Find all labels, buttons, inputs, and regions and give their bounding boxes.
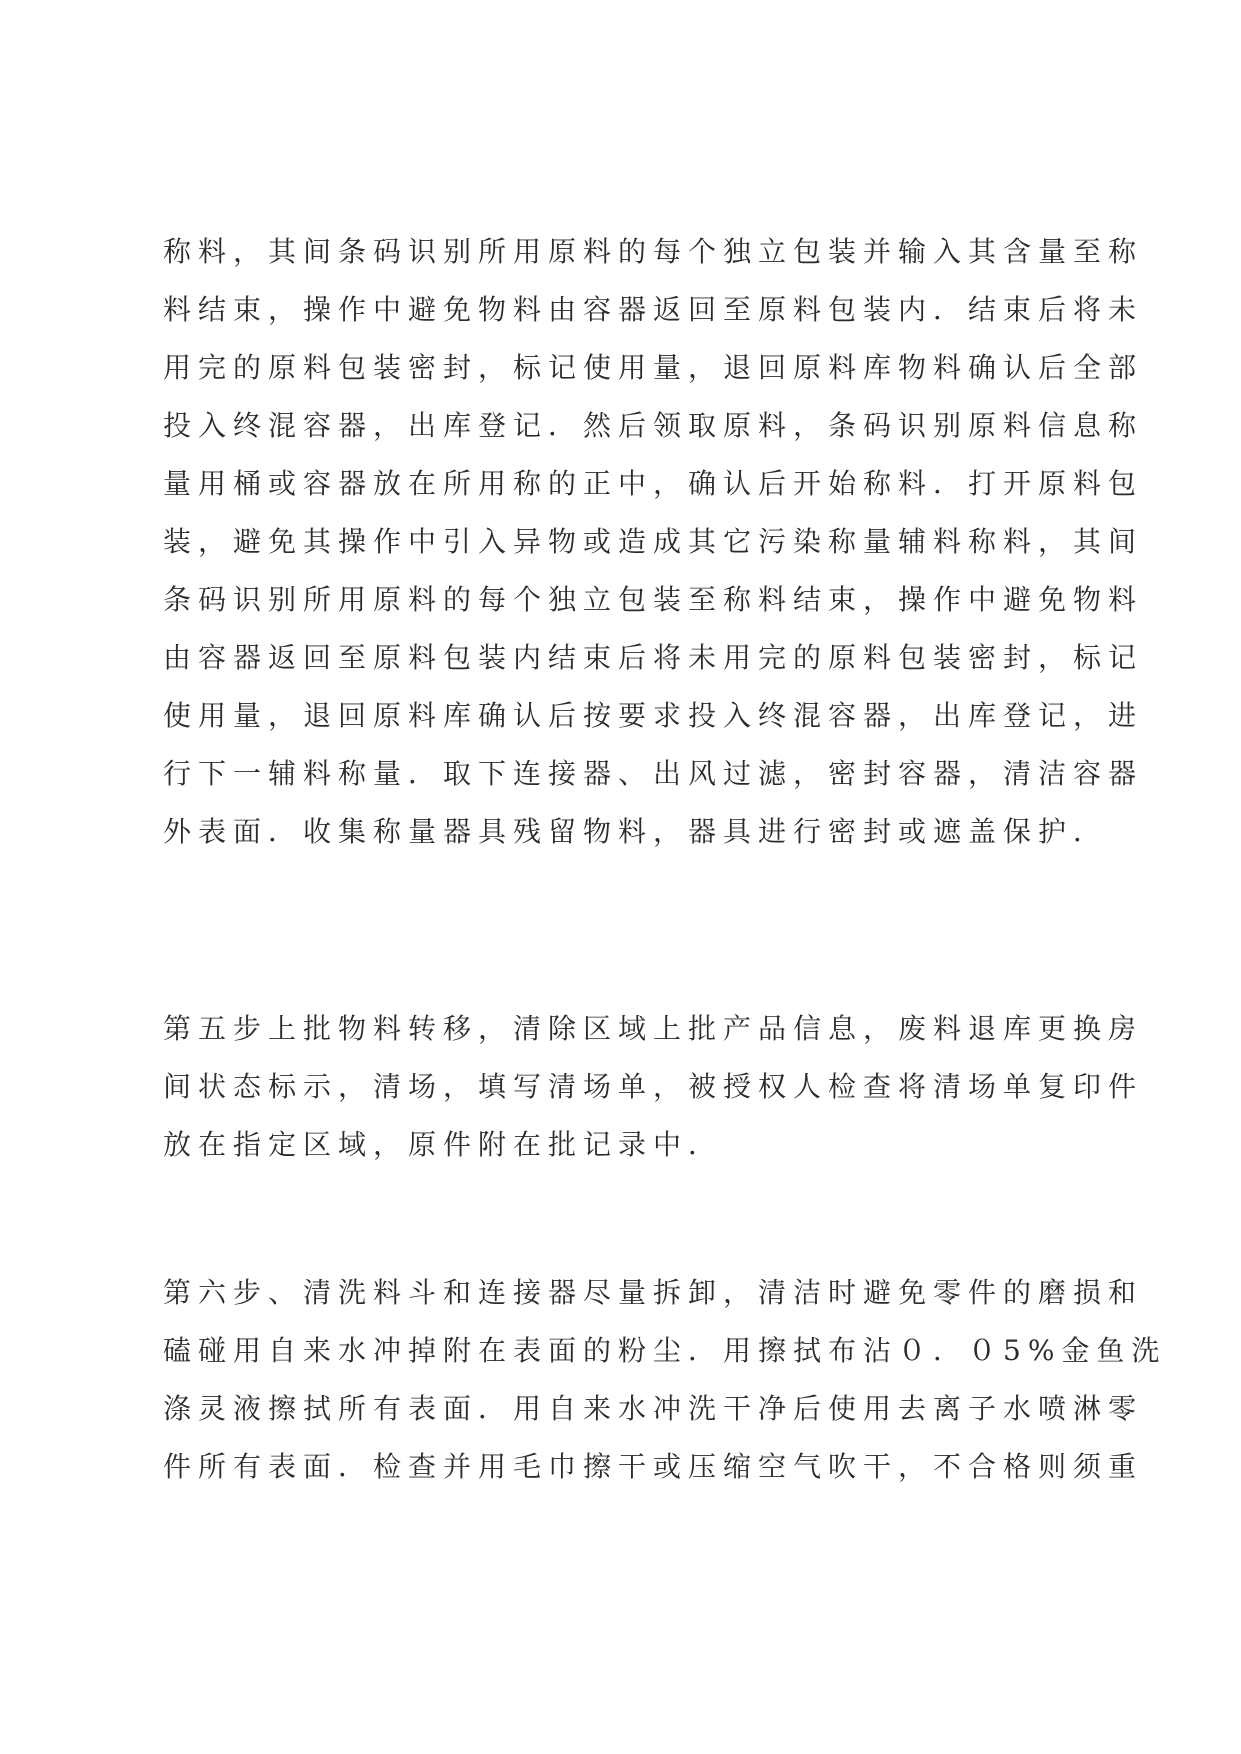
text-line: 装，避免其操作中引入异物或造成其它污染称量辅料称料，其间 (163, 525, 1144, 558)
text-line: 外表面．收集称量器具残留物料，器具进行密封或遮盖保护． (163, 815, 1109, 848)
text-line: 条码识别所用原料的每个独立包装至称料结束，操作中避免物料 (163, 583, 1144, 616)
text-line: 放在指定区域，原件附在批记录中． (163, 1128, 724, 1161)
text-line: 涤灵液擦拭所有表面．用自来水冲洗干净后使用去离子水喷淋零 (163, 1392, 1144, 1425)
text-line: 由容器返回至原料包装内结束后将未用完的原料包装密封，标记 (163, 641, 1144, 674)
text-line: 用完的原料包装密封，标记使用量，退回原料库物料确认后全部 (163, 351, 1144, 384)
text-line: 行下一辅料称量．取下连接器、出风过滤，密封容器，清洁容器 (163, 757, 1144, 790)
text-line: 投入终混容器，出库登记．然后领取原料，条码识别原料信息称 (163, 409, 1144, 442)
paragraph-step-six (163, 1264, 1167, 1496)
text-line: 间状态标示，清场，填写清场单，被授权人检查将清场单复印件 (163, 1070, 1144, 1103)
text-line: 第五步上批物料转移，清除区域上批产品信息，废料退库更换房 (163, 1012, 1144, 1045)
text-line: 磕碰用自来水冲掉附在表面的粉尘．用擦拭布沾０．０5%金鱼洗 (163, 1334, 1167, 1367)
text-line: 料结束，操作中避免物料由容器返回至原料包装内．结束后将未 (163, 293, 1144, 326)
text-line: 件所有表面．检查并用毛巾擦干或压缩空气吹干，不合格则须重 (163, 1450, 1144, 1483)
text-line: 第六步、清洗料斗和连接器尽量拆卸，清洁时避免零件的磨损和 (163, 1276, 1144, 1309)
paragraph-weighing (163, 223, 1144, 861)
text-line: 称料，其间条码识别所用原料的每个独立包装并输入其含量至称 (163, 235, 1144, 268)
paragraph-step-five (163, 1000, 1144, 1174)
text-line: 量用桶或容器放在所用称的正中，确认后开始称料．打开原料包 (163, 467, 1144, 500)
text-line: 使用量，退回原料库确认后按要求投入终混容器，出库登记，进 (163, 699, 1144, 732)
